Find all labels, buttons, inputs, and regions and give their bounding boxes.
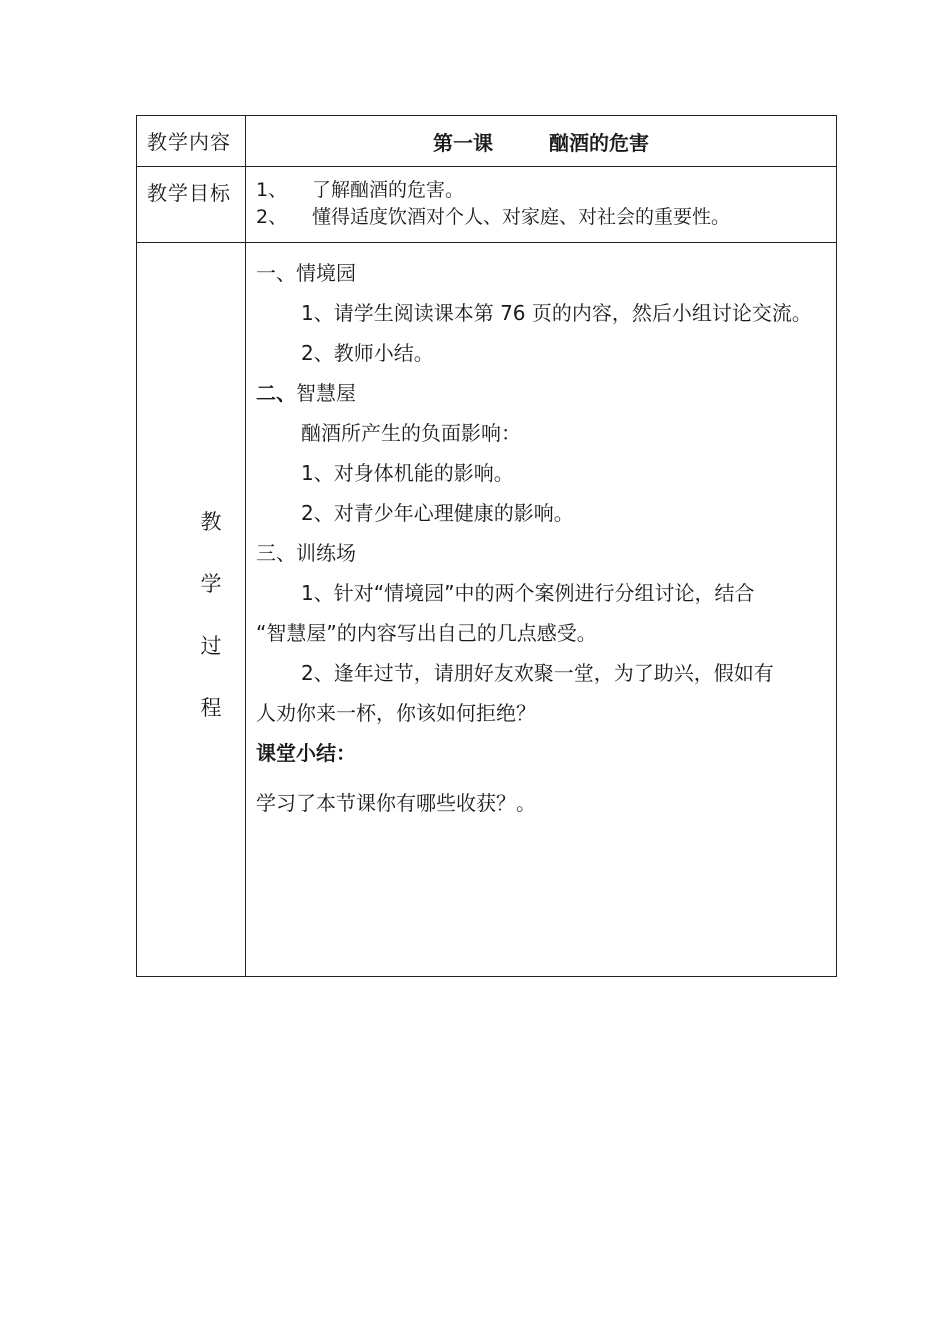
list-item: 1、对身体机能的影响。	[301, 461, 514, 485]
list-item: 2、教师小结。	[301, 341, 434, 365]
summary-text: 学习了本节课你有哪些收获？。	[256, 791, 536, 815]
goal-number: 2、	[256, 206, 288, 228]
goal-text: 懂得适度饮酒对个人、对家庭、对社会的重要性。	[312, 206, 731, 228]
goal-item	[256, 204, 836, 231]
paragraph-line: 人劝你来一杯，你该如何拒绝？	[256, 701, 536, 725]
section-heading	[256, 373, 830, 413]
process-label	[137, 243, 246, 977]
section-heading: 一、情境园	[256, 261, 356, 285]
section-prefix: 二、	[256, 381, 296, 405]
content-label: 教学内容	[137, 116, 246, 167]
process-label-char: 学	[200, 571, 222, 596]
section-intro: 酗酒所产生的负面影响：	[301, 421, 521, 445]
section-title: 智慧屋	[296, 381, 356, 405]
goal-number: 1、	[256, 179, 288, 201]
section-heading: 三、训练场	[256, 541, 356, 565]
list-item: 1、请学生阅读课本第 76 页的内容，然后小组讨论交流。	[301, 301, 812, 325]
paragraph-line: “智慧屋”的内容写出自己的几点感受。	[256, 621, 597, 645]
lesson-plan-table	[136, 115, 837, 977]
process-row	[137, 243, 837, 977]
process-label-char: 过	[200, 633, 222, 658]
paragraph-line: 2、逢年过节，请朋好友欢聚一堂，为了助兴，假如有	[301, 661, 774, 685]
process-label-char: 程	[200, 695, 222, 720]
content-row	[137, 116, 837, 167]
summary-heading: 课堂小结：	[256, 741, 356, 765]
lesson-title	[246, 116, 837, 167]
process-content	[246, 243, 837, 977]
goal-text: 了解酗酒的危害。	[312, 179, 465, 201]
lesson-name: 酗酒的危害	[549, 130, 649, 155]
goals-row	[137, 167, 837, 243]
paragraph-line: 1、针对“情境园”中的两个案例进行分组讨论，结合	[301, 581, 755, 605]
process-label-char: 教	[200, 509, 222, 534]
lesson-number: 第一课	[433, 130, 493, 155]
list-item: 2、对青少年心理健康的影响。	[301, 501, 574, 525]
goals-list	[246, 167, 837, 243]
goals-label: 教学目标	[137, 167, 246, 243]
goal-item	[256, 177, 836, 204]
